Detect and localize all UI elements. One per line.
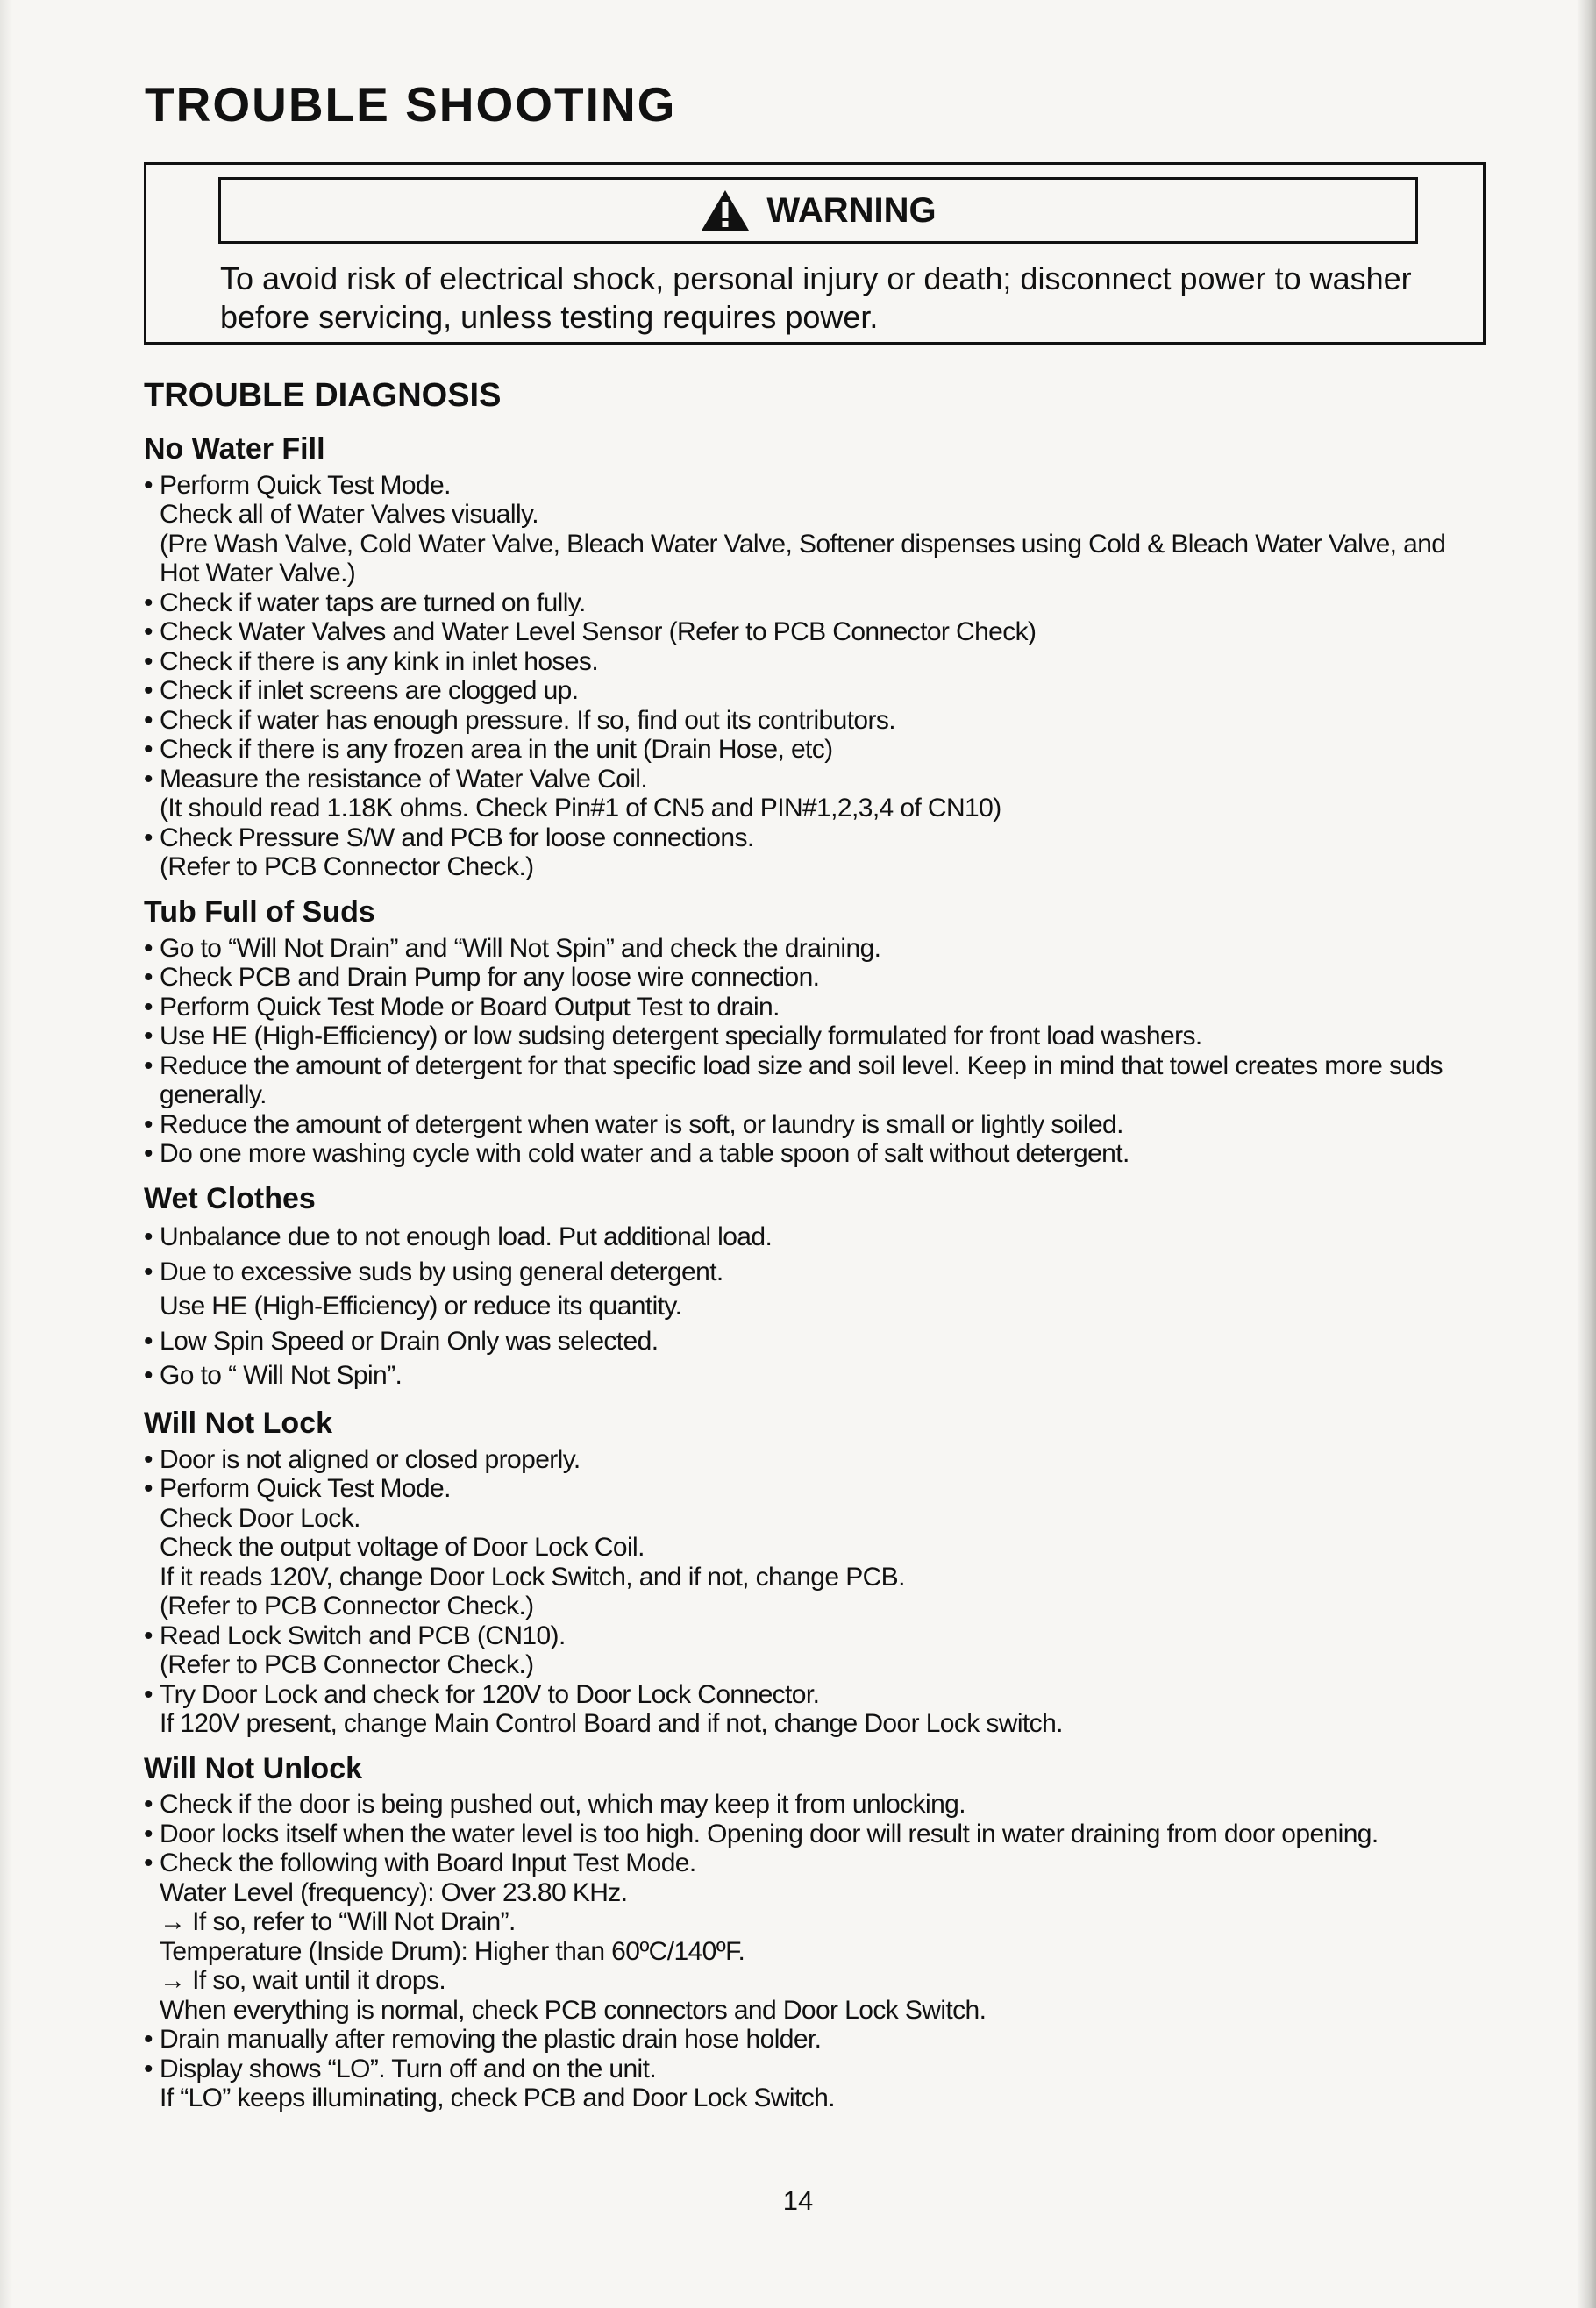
list-item-text: Unbalance due to not enough load. Put additional load.	[160, 1222, 773, 1252]
list-item	[144, 1358, 1459, 1393]
list-item	[144, 1110, 1459, 1140]
warning-box	[144, 162, 1486, 345]
section-item-list	[144, 934, 1459, 1169]
list-item-text: Check the following with Board Input Test Mode.	[160, 1849, 696, 1878]
page-title: TROUBLE SHOOTING	[145, 77, 677, 132]
list-item	[144, 993, 1459, 1022]
list-item-detail: → If so, wait until it drops.	[160, 1966, 446, 1996]
list-item-text: Measure the resistance of Water Valve Coil.	[160, 764, 648, 794]
list-item-detail: (Refer to PCB Connector Check.)	[160, 1592, 534, 1621]
warning-label: WARNING	[766, 191, 937, 230]
list-item-detail: (Refer to PCB Connector Check.)	[160, 1650, 534, 1680]
section-title: Tub Full of Suds	[144, 894, 375, 929]
list-item	[144, 676, 1459, 706]
list-item-text: Check if water taps are turned on fully.	[160, 588, 586, 617]
list-item	[144, 1680, 1459, 1739]
list-item-text: Drain manually after removing the plastic drain hose holder.	[160, 2025, 822, 2055]
list-item	[144, 1474, 1459, 1621]
list-item-text: Check if the door is being pushed out, which may keep it from unlocking.	[160, 1790, 965, 1820]
list-item-text: Door locks itself when the water level is too high. Opening door will result in water draining from door opening.	[160, 1819, 1379, 1849]
diagnosis-section	[144, 1751, 1459, 2113]
list-item	[144, 2025, 1459, 2055]
list-item-detail: Check Door Lock.	[160, 1503, 360, 1533]
page-edge-right	[1577, 0, 1596, 2308]
diagnosis-section	[144, 894, 1459, 1169]
list-item-text: Perform Quick Test Mode.	[160, 1474, 451, 1504]
list-item	[144, 1051, 1459, 1110]
list-item-detail: If “LO” keeps illuminating, check PCB and Door Lock Switch.	[160, 2084, 835, 2113]
list-item-text: Perform Quick Test Mode.	[160, 470, 451, 500]
list-item-text: Door is not aligned or closed properly.	[160, 1444, 581, 1474]
list-item-text: Low Spin Speed or Drain Only was selected.	[160, 1326, 659, 1356]
list-item-detail: → If so, refer to “Will Not Drain”.	[160, 1907, 516, 1937]
list-item-detail: Use HE (High-Efficiency) or reduce its quantity.	[160, 1292, 682, 1321]
list-item	[144, 765, 1459, 823]
list-item	[144, 471, 1459, 588]
list-item-text: Read Lock Switch and PCB (CN10).	[160, 1621, 566, 1650]
list-item	[144, 1022, 1459, 1051]
list-item	[144, 588, 1459, 618]
diagnosis-section	[144, 431, 1459, 882]
diagnosis-section	[144, 1406, 1459, 1739]
page-number: 14	[782, 2185, 814, 2216]
list-item	[144, 2055, 1459, 2113]
list-item-text: Go to “ Will Not Spin”.	[160, 1361, 403, 1391]
trouble-diagnosis	[144, 379, 1459, 2126]
list-item-text: Go to “Will Not Drain” and “Will Not Spin” and check the draining.	[160, 933, 881, 963]
diagnosis-sections	[144, 431, 1459, 2113]
list-item	[144, 963, 1459, 993]
diagnosis-section	[144, 1181, 1459, 1393]
list-item	[144, 1255, 1459, 1324]
list-item-detail: Check the output voltage of Door Lock Coil.	[160, 1533, 645, 1563]
list-item	[144, 706, 1459, 736]
list-item-detail: Water Level (frequency): Over 23.80 KHz.	[160, 1877, 628, 1907]
section-title: Will Not Unlock	[144, 1751, 363, 1785]
warning-header	[218, 177, 1418, 244]
section-title: Will Not Lock	[144, 1406, 333, 1440]
list-item	[144, 1324, 1459, 1359]
list-item-text: Check if there is any frozen area in the unit (Drain Hose, etc)	[160, 735, 833, 765]
section-item-list	[144, 471, 1459, 882]
list-item-text: Check if inlet screens are clogged up.	[160, 676, 579, 706]
list-item	[144, 647, 1459, 677]
list-item-detail: If 120V present, change Main Control Board and if not, change Door Lock switch.	[160, 1709, 1063, 1739]
list-item-text: Check PCB and Drain Pump for any loose wire connection.	[160, 963, 820, 993]
list-item-text: Try Door Lock and check for 120V to Door Lock Connector.	[160, 1679, 820, 1709]
list-item-detail: When everything is normal, check PCB connectors and Door Lock Switch.	[160, 1995, 987, 2025]
section-item-list	[144, 1220, 1459, 1393]
section-item-list	[144, 1445, 1459, 1739]
list-item-text: Display shows “LO”. Turn off and on the unit.	[160, 2054, 657, 2084]
list-item-text: Due to excessive suds by using general detergent.	[160, 1257, 723, 1286]
list-item	[144, 1849, 1459, 2025]
list-item-detail: (Pre Wash Valve, Cold Water Valve, Bleach Water Valve, Softener dispenses using Cold & Bleach Water Valve, and Hot Water Valve.)	[160, 529, 1446, 588]
list-item-text: Reduce the amount of detergent when water is soft, or laundry is small or lightly soiled.	[160, 1109, 1123, 1139]
list-item-detail: Check all of Water Valves visually.	[160, 500, 538, 530]
warning-text: To avoid risk of electrical shock, personal injury or death; disconnect power to washer before servicing, unless testing requires power.	[220, 260, 1412, 335]
warning-triangle-icon	[700, 189, 751, 232]
list-item	[144, 1445, 1459, 1475]
diagnosis-title: TROUBLE DIAGNOSIS	[144, 377, 502, 414]
list-item	[144, 934, 1459, 964]
list-item	[144, 1220, 1459, 1255]
list-item	[144, 1621, 1459, 1680]
list-item-text: Use HE (High-Efficiency) or low sudsing detergent specially formulated for front load washers.	[160, 1022, 1202, 1051]
list-item-text: Reduce the amount of detergent for that specific load size and soil level. Keep in mind that towel creates more suds generally.	[160, 1051, 1443, 1110]
list-item-detail: Temperature (Inside Drum): Higher than 60ºC/140ºF.	[160, 1936, 745, 1966]
list-item-text: Check if water has enough pressure. If so, find out its contributors.	[160, 705, 896, 735]
list-item-text: Check Water Valves and Water Level Sensor (Refer to PCB Connector Check)	[160, 617, 1037, 647]
list-item	[144, 1790, 1459, 1820]
list-item	[144, 1139, 1459, 1169]
list-item-text: Do one more washing cycle with cold water and a table spoon of salt without detergent.	[160, 1139, 1129, 1169]
list-item	[144, 823, 1459, 882]
list-item-detail: (Refer to PCB Connector Check.)	[160, 852, 534, 882]
page-edge-left	[0, 0, 12, 2308]
list-item-detail: If it reads 120V, change Door Lock Switch, and if not, change PCB.	[160, 1562, 905, 1592]
list-item-text: Check if there is any kink in inlet hoses.	[160, 646, 599, 676]
section-title: Wet Clothes	[144, 1181, 316, 1215]
list-item-detail: (It should read 1.18K ohms. Check Pin#1 of CN5 and PIN#1,2,3,4 of CN10)	[160, 794, 1001, 823]
list-item-text: Perform Quick Test Mode or Board Output Test to drain.	[160, 992, 780, 1022]
list-item-text: Check Pressure S/W and PCB for loose connections.	[160, 823, 754, 852]
list-item	[144, 617, 1459, 647]
list-item	[144, 1820, 1459, 1849]
list-item	[144, 735, 1459, 765]
section-title: No Water Fill	[144, 432, 325, 466]
section-item-list	[144, 1790, 1459, 2113]
